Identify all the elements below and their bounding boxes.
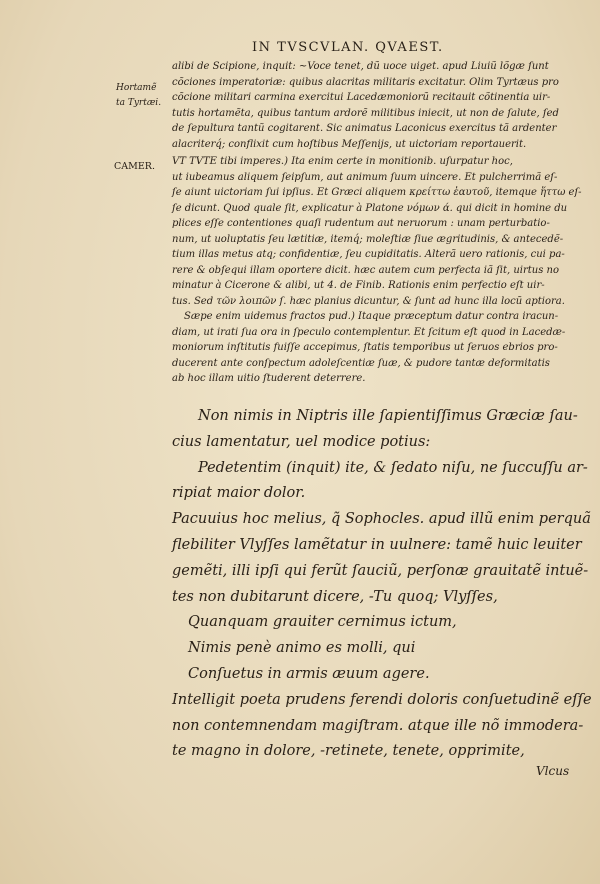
commentary-line: tium illas metus atq; confidentiæ, ſeu cupiditatis. Alterã uero rationis, cui pa- (172, 249, 565, 260)
catchword: Vlcus (536, 764, 570, 779)
commentary-line: Sæpe enim uidemus fractos pud.) Itaque præceptum datur contra iracun- (184, 311, 559, 322)
commentary-line: ut iubeamus aliquem ſeipſum, aut animum ſuum uincere. Et pulcherrimã eſ- (172, 171, 558, 183)
main-text-line: Conſuetus in armis æuum agere. (188, 665, 430, 682)
commentary-line: num, ut uoluptatis ſeu lætitiæ, itemq́; moleſtiæ ſiue ægritudinis, & antecedẽ- (172, 233, 564, 245)
marginal-note-hortame: Hortamẽ (116, 83, 157, 93)
main-text-line: Intelligit poeta prudens ferendi doloris conſuetudinẽ eſſe (172, 691, 592, 708)
main-text-line: ripiat maior dolor. (172, 485, 306, 502)
commentary-line: de ſepultura tantũ cogitarent. Sic animatus Laconicus exercitus tã ardenter (172, 123, 557, 134)
commentary-line: ſe dicunt. Quod quale ſit, explicatur à Platone νόμων ά. qui dicit in homine du (172, 202, 568, 214)
commentary-line: ſe aiunt uictoriam ſui ipſius. Et Græci aliquem κρείττω ἑαυτοῦ, itemque ἥττω eſ- (172, 187, 582, 198)
main-text-line: flebiliter Vlyſſes lamẽtatur in uulnere: tamẽ huic leuiter (172, 536, 582, 553)
commentary-line: alacriterq́; conflixit cum hoſtibus Meſſenijs, ut uictoriam reportauerit. (172, 138, 527, 150)
commentary-line: tus. Sed τῶν λοιπῶν ſ. hæc planius dicuntur, & ſunt ad hunc illa locũ aptiora. (172, 295, 565, 307)
main-text-line: Non nimis in Niptris ille ſapientiſſimus Græciæ ſau- (198, 408, 578, 424)
commentary-block (172, 59, 582, 387)
main-text-line: Nimis penè animo es molli, qui (188, 640, 416, 657)
main-text-line: te magno in dolore, -retinete, tenete, opprimite, (172, 743, 525, 760)
commentary-line: cõciones imperatoriæ: quibus alacritas militaris excitatur. Olim Tyrtæus pro (172, 76, 559, 88)
main-text-line: Pedetentim (inquit) ite, & ſedato niſu, ne ſuccuſſu ar- (198, 459, 588, 476)
commentary-line: ducerent ante conſpectum adoleſcentiæ ſuæ, & pudore tantæ deformitatis (172, 357, 550, 369)
marginal-note-tyrtaei: ta Tyrtæi. (116, 98, 162, 108)
commentary-line: rere & obſequi illam oportere dicit. hæc autem cum perfecta iã ſit, uirtus no (172, 264, 560, 276)
main-text-block (172, 404, 600, 785)
commentary-line: VT TVTE tibi imperes.) Ita enim certe in monitionib. uſurpatur hoc, (172, 156, 513, 167)
commentary-line: ab hoc illam uitio ſtuderent deterrere. (172, 373, 366, 384)
main-text-line: cius lamentatur, uel modice potius: (172, 433, 431, 450)
commentary-line: tutis hortamẽta, quibus tantum ardorẽ militibus iniecit, ut non de ſalute, ſed (172, 107, 559, 119)
commentary-line: plices eſſe contentiones quaſi rudentum aut neruorum : unam perturbatio- (172, 218, 550, 229)
marginal-note-camer: CAMER. (114, 161, 155, 172)
commentary-line: diam, ut irati ſua ora in ſpeculo contemplentur. Et ſcitum eſt quod in Lacedæ- (172, 326, 566, 338)
main-text-line: Pacuuius hoc melius, q̃ Sophocles. apud illũ enim perquã (172, 511, 591, 528)
main-text-line: Quanquam grauiter cernimus ictum, (188, 614, 457, 631)
running-header: IN TVSCVLAN. QVAEST. (252, 40, 444, 55)
main-text-line: tes non dubitarunt dicere, -Tu quoq; Vlyſſes, (172, 588, 498, 605)
commentary-line: cõcione militari carmina exercitui Lacedæmoniorũ recitauit cõtinentia uir- (172, 92, 551, 103)
commentary-line: minatur à Cicerone & alibi, ut 4. de Finib. Rationis enim perfectio eſt uir- (172, 280, 545, 291)
commentary-line: moniorum inſtitutis fuiſſe accepimus, ſtatis temporibus ut ſeruos ebrios pro- (172, 342, 558, 353)
commentary-line: alibi de Scipione, inquit: ~Voce tenet, dũ uoce uiget. apud Liuiũ lõgæ ſunt (172, 61, 549, 72)
main-text-line: non contemnendam magiſtram. atque ille nõ immodera- (172, 717, 584, 734)
main-text-line: gemẽti, illi ipſi qui ferũt ſauciũ, perſonæ grauitatẽ intuẽ- (172, 562, 589, 579)
